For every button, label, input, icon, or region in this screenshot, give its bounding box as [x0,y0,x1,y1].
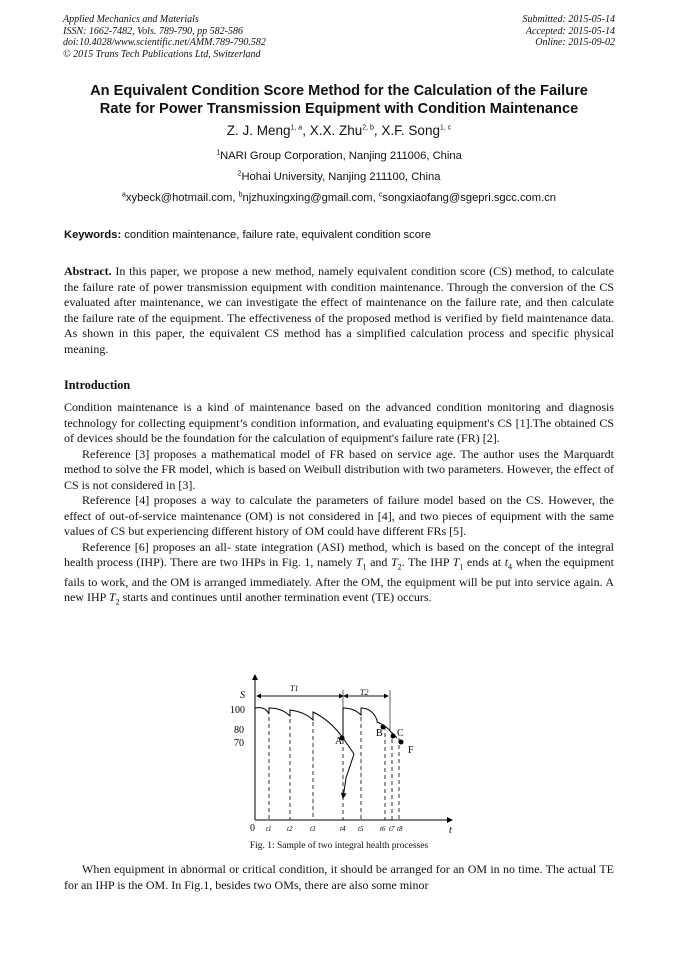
point-label-F: F [408,745,414,756]
journal-doi: doi:10.4028/www.scientific.net/AMM.789-790.582 [63,37,266,48]
author-2: , X.X. Zhu [302,123,363,138]
x-tick-t3: t3 [310,825,316,833]
x-tick-t8: t8 [397,825,403,833]
affiliation-2 [40,171,638,183]
abstract-label: Abstract. [64,264,112,278]
symbol-T1 [355,555,367,572]
introduction-body [64,400,614,610]
affiliation-1 [40,150,638,162]
journal-info [63,14,266,60]
title-line-1: An Equivalent Condition Score Method for the Calculation of the Failure [90,83,588,99]
point-label-B: B [376,728,383,739]
online-date: Online: 2015-09-02 [535,37,615,48]
intro-paragraph-3: Reference [4] proposes a way to calculate the parameters of failure model based on the CS. However, the effect of out-of-service maintenance (OM) is not considered in [4], and two pieces of equipment with the same values of CS but experiencing different history of OM could have different FRs [5]. [64,493,614,538]
y-axis-label: S [240,690,245,701]
accepted-date: Accepted: 2015-05-14 [525,25,615,37]
author-emails [40,192,638,204]
symbol-T2-b-sub: 2 [115,597,120,607]
point-C [391,734,396,739]
p4-text-e: when the equipment fails to work, and the OM is arranged immediately. After the OM, the equipment will be put into service again. A new IHP [64,555,615,605]
symbol-t4-letter: t [504,555,509,569]
journal-copyright: © 2015 Trans Tech Publications Ltd, Switzerland [63,48,261,60]
symbol-T2 [390,555,402,572]
intro-paragraph-2: Reference [3] proposes a mathematical model of FR based on service age. The author uses the Marquardt method to solve the FR model, which is based on Weibull distribution with two parameters. However, the effect of CS is not considered in [3]. [64,446,614,492]
symbol-T2-b [108,590,120,607]
y-tick-100: 100 [230,705,245,716]
paper-title [40,82,638,118]
x-tick-t7: t7 [389,825,395,833]
interval-label-T1: T1 [290,684,299,693]
symbol-t4-sub: 4 [508,562,513,572]
email-c-mark: c [378,191,383,199]
submitted-date: Submitted: 2015-05-14 [522,14,615,25]
email-a: xybeck@hotmail.com, [125,192,239,204]
title-line-2: Rate for Power Transmission Equipment with Condition Maintenance [99,101,579,117]
failure-drop-arrow [343,738,354,798]
email-c: songxiaofang@sgepri.sgcc.com.cn [382,192,557,204]
abstract-text: In this paper, we propose a new method, namely equivalent condition score (CS) method, to calculate the failure rate of power transmission equipment with condition maintenance. Through the conversion of the CS evaluated after maintenance, we can investigate the effect of maintenance on the failure rate, and then calculate the failure rate of the equipment. The effectiveness of the proposed method is verified by field maintenance data. As shown in this paper, the equivalent CS method has a simplified calculation process and specific physical meaning. [64,264,614,356]
journal-issn: ISSN: 1662-7482, Vols. 789-790, pp 582-586 [63,25,243,37]
origin-label: 0 [250,823,255,834]
p4-text-f: starts and continues until another termination event (TE) occurs. [119,590,432,605]
intro-paragraph-4 [64,540,614,611]
point-F [399,740,404,745]
x-tick-labels [266,825,403,833]
post-figure-paragraph [64,862,614,893]
p4-text-b: and [366,555,391,569]
p4-text-c: . The IHP [401,555,453,569]
x-tick-t4: t4 [340,825,346,833]
post-figure-text: When equipment in abnormal or critical condition, it should be arranged for an OM in no time. The actual TE for an IHP is the OM. In Fig.1, besides two OMs, there are also some minor [64,862,614,892]
symbol-T1-sub: 1 [362,562,367,572]
publication-dates [523,14,616,49]
author-3: , X.F. Song [373,123,440,138]
interval-label-T2: T2 [360,688,369,697]
point-label-A: A [335,736,343,747]
email-b: njzhuxingxing@gmail.com, [242,192,379,204]
affiliation-2-text: Hohai University, Nanjing 211100, China [241,171,441,183]
x-tick-t1: t1 [266,825,272,833]
author-3-affil: 1, c [439,124,452,132]
x-tick-t6: t6 [380,825,386,833]
figure-caption: Fig. 1: Sample of two integral health processes [249,841,429,851]
affiliation-2-mark: 2 [237,170,242,178]
abstract [64,264,614,357]
symbol-T1-letter: T [355,555,363,569]
email-b-mark: b [238,191,243,199]
x-tick-t2: t2 [287,825,293,833]
figure-integral-health-processes [220,670,470,840]
x-tick-t5: t5 [358,825,364,833]
symbol-T1-b-sub: 1 [459,562,464,572]
time-markers [269,710,399,820]
symbol-T2-sub: 2 [397,562,402,572]
x-axis-label: t [449,825,452,836]
author-1-affil: 1, a [290,124,303,132]
y-tick-80: 80 [234,725,244,736]
symbol-T1-b [452,555,464,572]
author-list [40,123,638,138]
section-heading-introduction: Introduction [64,378,131,392]
keywords-text: condition maintenance, failure rate, equivalent condition score [121,229,431,241]
keywords-label: Keywords: [64,229,122,241]
affiliation-1-text: NARI Group Corporation, Nanjing 211006, China [220,150,462,162]
journal-name: Applied Mechanics and Materials [63,14,199,25]
p4-text-d: ends at [463,555,505,569]
affiliation-1-mark: 1 [216,149,221,157]
symbol-T2-letter: T [390,555,398,569]
symbol-T2-b-letter: T [108,590,116,605]
symbol-t4 [504,555,513,572]
author-2-affil: 2, b [362,124,374,132]
point-label-C: C [397,728,404,739]
intro-paragraph-1: Condition maintenance is a kind of maintenance based on the advanced condition monitoring and diagnosis technology for collecting equipment’s condition information, and evaluating equipment's CS [1].The obtained CS of devices should be the foundation for the calculation of equipment's failure rate (FR) [2]. [64,400,614,445]
author-1: Z. J. Meng [226,123,291,138]
keywords [64,229,431,241]
email-a-mark: a [121,191,126,199]
p4-text-a: Reference [6] proposes an all- state integration (ASI) method, which is based on the concept of the integral health process (IHP). There are two IHPs in Fig. 1, namely [64,539,614,569]
y-tick-70: 70 [234,738,244,749]
symbol-T1-b-letter: T [452,555,460,569]
